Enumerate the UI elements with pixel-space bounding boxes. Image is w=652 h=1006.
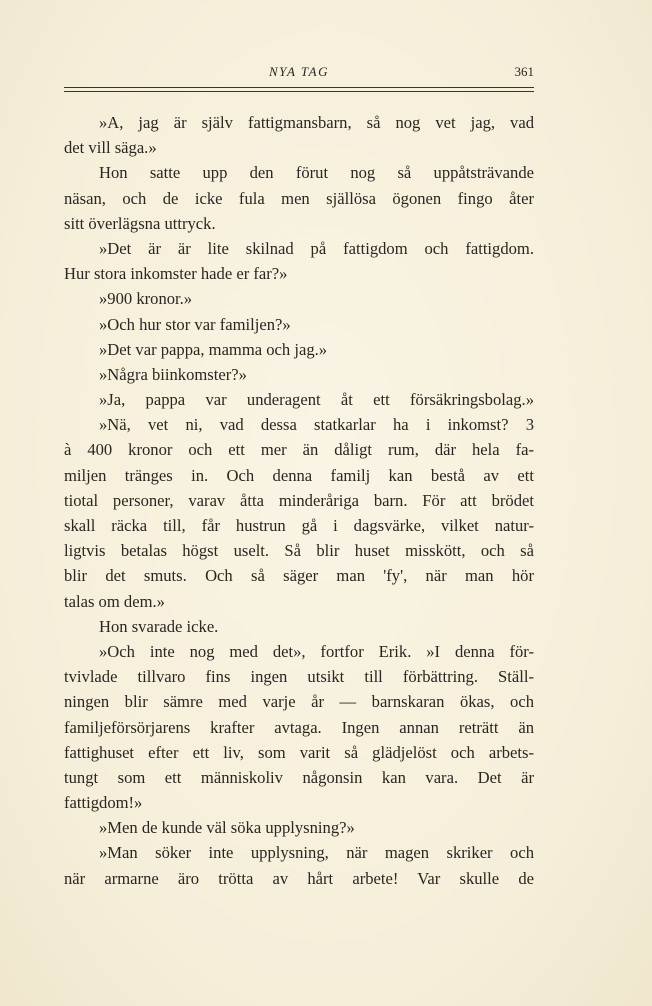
text-line: »Och hur stor var familjen?» — [99, 314, 291, 334]
text-line: tiotal personer, varav åtta minderåriga barn. För att brödet — [64, 490, 534, 510]
text-line: miljen tränges in. Och denna familj kan bestå av ett — [64, 465, 534, 485]
body-text — [64, 110, 534, 891]
text-line: familjeförsörjarens krafter avtaga. Ingen annan reträtt än — [64, 717, 534, 737]
text-line: »Nä, vet ni, vad dessa statkarlar ha i inkomst? 3 — [99, 415, 534, 435]
header-rule-top — [64, 87, 534, 88]
text-line: »Ja, pappa var underagent åt ett försäkringsbolag.» — [99, 390, 534, 410]
text-line: när armarne äro trötta av hårt arbete! Var skulle de — [64, 868, 534, 888]
text-line: det vill säga.» — [64, 138, 157, 158]
text-line: talas om dem.» — [64, 591, 165, 611]
text-line: Hon satte upp den förut nog så uppåtsträvande — [99, 163, 534, 183]
text-line: à 400 kronor och ett mer än dåligt rum, där hela fa- — [64, 440, 534, 460]
text-line: Hon svarade icke. — [99, 616, 219, 636]
text-line: »Men de kunde väl söka upplysning?» — [99, 818, 355, 838]
text-line: »Det är är lite skilnad på fattigdom och fattigdom. — [99, 238, 534, 258]
text-line: »900 kronor.» — [99, 289, 193, 309]
page-number: 361 — [514, 64, 534, 79]
text-line: »Man söker inte upplysning, när magen skriker och — [99, 843, 534, 863]
text-line: blir det smuts. Och så säger man 'fy', när man hör — [64, 566, 534, 586]
text-line: tvivlade tillvaro fins ingen utsikt till förbättring. Ställ- — [64, 667, 534, 687]
text-line: sitt överlägsna uttryck. — [64, 213, 216, 233]
text-line: »Några biinkomster?» — [99, 364, 247, 384]
text-line: skall räcka till, får hustrun gå i dagsvärke, vilket natur- — [64, 516, 534, 535]
text-line: fattigdom!» — [64, 793, 143, 813]
text-line: fattighuset efter ett liv, som varit så glädjelöst och arbets- — [64, 742, 534, 762]
running-title: NYA TAG — [268, 64, 330, 79]
text-line: »A, jag är själv fattigmansbarn, så nog vet jag, vad — [99, 113, 534, 132]
text-line: Hur stora inkomster hade er far?» — [64, 264, 288, 284]
text-line: näsan, och de icke fula men själlösa ögonen fingo åter — [64, 188, 534, 208]
header-rule-bottom — [64, 91, 534, 92]
text-line: tungt som ett människoliv någonsin kan vara. Det är — [64, 767, 534, 787]
running-head — [64, 62, 534, 82]
text-line: ningen blir sämre med varje år — barnskaran ökas, och — [64, 692, 534, 712]
text-line: »Och inte nog med det», fortfor Erik. »I denna för- — [99, 641, 534, 661]
text-line: ligtvis betalas högst uselt. Så blir huset misskött, och så — [64, 541, 534, 561]
text-line: »Det var pappa, mamma och jag.» — [99, 339, 328, 359]
